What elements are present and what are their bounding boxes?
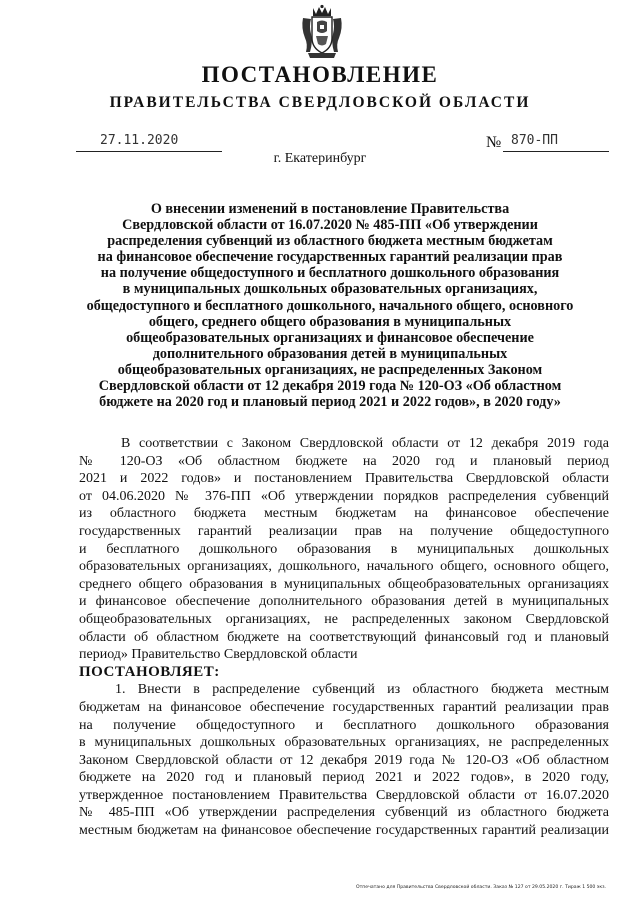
title-line: на получение общедоступного и бесплатного дошкольного образования: [100, 265, 560, 282]
decree-word: ПОСТАНОВЛЯЕТ:: [79, 663, 220, 680]
item-line: бюджетам на финансовое обеспечение государственных гарантий реализации прав: [79, 699, 609, 715]
coat-of-arms-icon: [300, 4, 344, 60]
title-line: общеобразовательных организациях и финансовое обеспечение: [126, 329, 534, 346]
preamble-line: № 120-ОЗ «Об областном бюджете на 2020 год и плановый период: [79, 453, 609, 469]
preamble-line: из областного бюджета местным бюджетам на финансовое обеспечение: [79, 506, 609, 522]
preamble-line: области об областном бюджете на соответствующий финансовый год и плановый: [79, 629, 609, 645]
item-line: 1. Внести в распределение субвенций из областного бюджета местным: [115, 682, 609, 698]
preamble-line: В соответствии с Законом Свердловской области от 12 декабря 2019 года: [121, 436, 609, 451]
title-line: на финансовое обеспечение государственных гарантий реализации прав: [97, 249, 563, 266]
preamble-line: 2021 и 2022 годов» и постановлением Правительства Свердловской области: [79, 471, 609, 487]
document-type-heading: ПОСТАНОВЛЕНИЕ: [201, 62, 439, 87]
title-line: общедоступного и бесплатного дошкольного, начального общего, основного: [86, 297, 574, 314]
print-note: Отпечатано для Правительства Свердловской области. Заказ № 127 от 29.05.2020 г. Тираж 1 500 экз.: [356, 885, 606, 890]
document-date: 27.11.2020: [100, 133, 179, 148]
title-line: Свердловской области от 16.07.2020 № 485-ПП «Об утверждении: [122, 217, 538, 234]
preamble-line: среднего общего образования в муниципальных общеобразовательных организациях: [79, 576, 609, 592]
title-line: распределения субвенций из областного бюджета местным бюджетам: [107, 233, 553, 250]
item-line: в муниципальных дошкольных образовательных организациях, не распределенных: [79, 735, 609, 751]
document-body: [79, 435, 609, 840]
document-city: г. Екатеринбург: [273, 151, 367, 166]
item-line: № 485-ПП «Об утверждении распределения субвенций из областного бюджета: [79, 805, 609, 821]
preamble-line: государственных гарантий реализации прав на получение общедоступного: [79, 523, 609, 539]
number-sign: №: [486, 134, 502, 151]
preamble-line: и финансовое обеспечение дополнительного образования детей в муниципальных: [79, 594, 609, 610]
title-line: дополнительного образования детей в муниципальных: [152, 345, 508, 362]
document-number: 870-ПП: [511, 133, 558, 148]
preamble-line: общеобразовательных организациях, не распределенных законом Свердловской: [79, 611, 609, 627]
title-line: общеобразовательных организациях, не распределенных Законом: [117, 361, 543, 378]
title-line: Свердловской области от 12 декабря 2019 года № 120-ОЗ «Об областном: [98, 378, 562, 395]
title-line: в муниципальных дошкольных образовательных организациях,: [122, 281, 538, 298]
document-title: [70, 201, 590, 410]
issuer-heading: ПРАВИТЕЛЬСТВА СВЕРДЛОВСКОЙ ОБЛАСТИ: [109, 94, 531, 111]
item-line: Законом Свердловской области от 12 декабря 2019 года № 120-ОЗ «Об областном: [79, 752, 609, 768]
title-line: О внесении изменений в постановление Правительства: [150, 201, 510, 217]
item-line: на получение общедоступного и бесплатного дошкольного образования: [79, 717, 609, 733]
item-line: местным бюджетам на финансовое обеспечение государственных гарантий реализации: [79, 823, 609, 839]
preamble-line: период» Правительство Свердловской области: [79, 647, 358, 663]
title-line: общего, среднего общего образования в муниципальных: [148, 313, 512, 330]
preamble-line: образовательных организациях, дошкольного, начального общего, основного общего,: [79, 559, 609, 575]
preamble-line: от 04.06.2020 № 376-ПП «Об утверждении порядков распределения субвенций: [79, 488, 609, 504]
title-line: бюджете на 2020 год и плановый период 2021 и 2022 годов», в 2020 году»: [99, 394, 561, 411]
preamble-line: и бесплатного дошкольного образования в муниципальных дошкольных: [79, 541, 609, 557]
item-line: утвержденное постановлением Правительства Свердловской области от 16.07.2020: [79, 787, 609, 803]
item-line: бюджете на 2020 год и плановый период 2021 и 2022 годов», в 2020 году,: [79, 770, 609, 786]
